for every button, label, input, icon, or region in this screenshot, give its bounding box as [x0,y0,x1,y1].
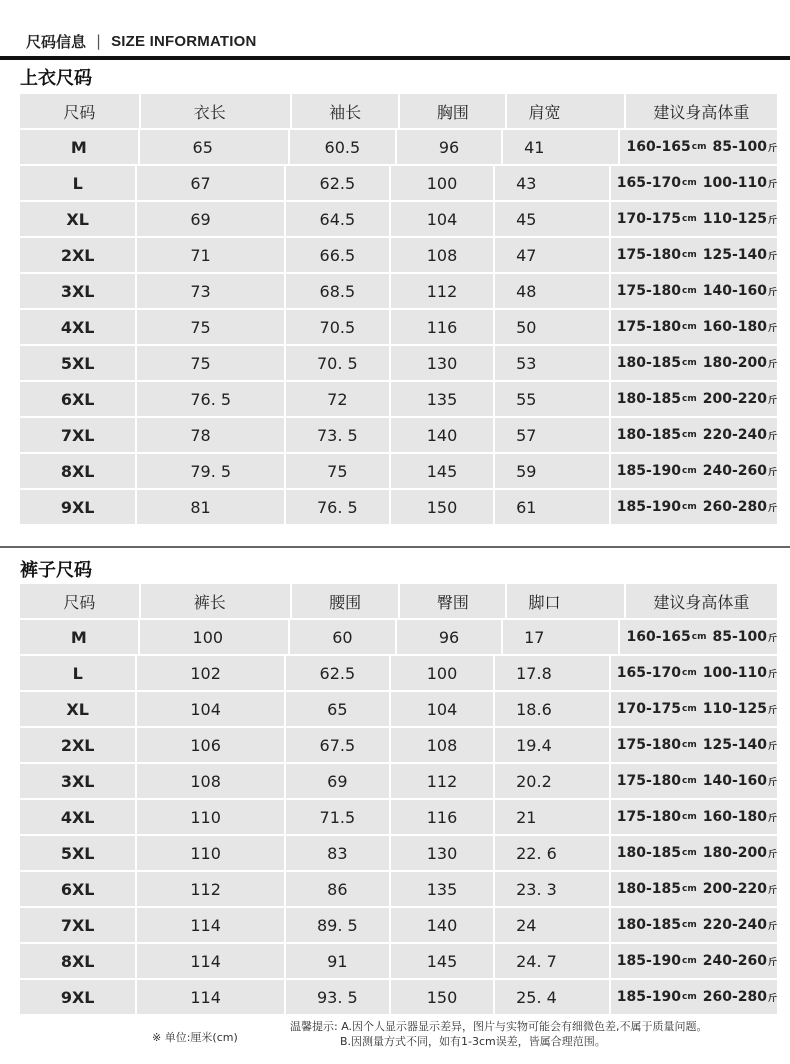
cell-size: 6XL [20,382,135,416]
unit-cm: cm [682,250,697,260]
cell-length: 78 [137,418,283,452]
page-header [26,30,257,52]
cell-length: 79. 5 [137,454,283,488]
weight-range: 260-280 [702,989,767,1005]
cell-waist: 65 [286,692,389,726]
cell-waist: 93. 5 [286,980,389,1014]
cell-hip: 104 [391,692,493,726]
table-row [20,490,777,524]
table-row [20,872,777,906]
cell-recommendation [611,418,777,452]
cell-hip: 140 [391,908,493,942]
height-range: 175-180 [616,737,681,753]
unit-cm: cm [682,430,697,440]
cell-hem: 24 [495,908,609,942]
cell-size: XL [20,202,135,236]
cell-hip: 116 [391,800,493,834]
table-row [20,656,777,690]
cell-recommendation [611,764,777,798]
weight-range: 260-280 [702,499,767,515]
height-range: 180-185 [616,427,681,443]
table-row [20,908,777,942]
cell-hip: 100 [391,656,493,690]
cell-shoulder: 53 [495,346,609,380]
cell-hem: 21 [495,800,609,834]
cell-sleeve: 70.5 [286,310,389,344]
cell-shoulder: 41 [503,130,618,164]
cell-recommendation [611,656,777,690]
unit-jin: 斤 [768,143,778,154]
height-range: 165-170 [616,175,681,191]
cell-length: 100 [140,620,288,654]
column-header: 袖长 [292,94,398,128]
height-range: 185-190 [616,463,681,479]
cell-size: 8XL [20,944,135,978]
cell-shoulder: 45 [495,202,609,236]
cell-recommendation [620,130,777,164]
cell-length: 110 [137,836,283,870]
weight-range: 100-110 [702,175,767,191]
cell-recommendation [611,346,777,380]
cell-chest: 108 [391,238,493,272]
cell-recommendation [611,310,777,344]
cell-chest: 116 [391,310,493,344]
column-header: 肩宽 [507,94,623,128]
cell-size: L [20,656,135,690]
unit-jin: 斤 [768,633,778,644]
weight-range: 140-160 [702,773,767,789]
table-row [20,202,777,236]
cell-sleeve: 75 [286,454,389,488]
unit-cm: cm [682,358,697,368]
unit-cm: cm [682,668,697,678]
cell-length: 75 [137,310,283,344]
height-range: 160-165 [626,629,691,645]
column-header: 脚口 [507,584,623,618]
unit-jin: 斤 [767,215,777,226]
weight-range: 200-220 [702,881,767,897]
cell-length: 108 [137,764,283,798]
cell-length: 112 [137,872,283,906]
cell-shoulder: 57 [495,418,609,452]
cell-hip: 130 [391,836,493,870]
height-range: 170-175 [616,211,681,227]
cell-chest: 100 [391,166,493,200]
cell-recommendation [611,454,777,488]
column-header: 裤长 [141,584,290,618]
cell-waist: 89. 5 [286,908,389,942]
cell-size: 8XL [20,454,135,488]
unit-jin: 斤 [767,813,777,824]
table-header-row [20,584,777,618]
table-row [20,382,777,416]
cell-sleeve: 64.5 [286,202,389,236]
cell-length: 67 [137,166,283,200]
cell-size: 7XL [20,418,135,452]
weight-range: 180-200 [702,845,767,861]
unit-jin: 斤 [767,431,777,442]
cell-recommendation [611,274,777,308]
cell-chest: 140 [391,418,493,452]
cell-size: 2XL [20,728,135,762]
cell-length: 114 [137,944,283,978]
cell-size: M [20,620,138,654]
unit-cm: cm [682,502,697,512]
height-range: 170-175 [616,701,681,717]
table-row [20,166,777,200]
column-header: 臀围 [400,584,505,618]
cell-sleeve: 66.5 [286,238,389,272]
cell-sleeve: 60.5 [290,130,395,164]
cell-length: 114 [137,908,283,942]
cell-waist: 67.5 [286,728,389,762]
weight-range: 220-240 [702,427,767,443]
unit-jin: 斤 [767,251,777,262]
cell-hem: 19.4 [495,728,609,762]
unit-cm: cm [682,466,697,476]
unit-jin: 斤 [767,993,777,1004]
tip-note [290,1019,708,1049]
table-row [20,620,777,654]
cell-waist: 62.5 [286,656,389,690]
height-range: 175-180 [616,809,681,825]
header-title-cn: 尺码信息 [26,32,87,51]
cell-sleeve: 72 [286,382,389,416]
cell-recommendation [611,800,777,834]
height-range: 175-180 [616,319,681,335]
cell-shoulder: 48 [495,274,609,308]
cell-chest: 112 [391,274,493,308]
unit-cm: cm [682,704,697,714]
cell-size: 9XL [20,980,135,1014]
table-row [20,238,777,272]
cell-waist: 71.5 [286,800,389,834]
cell-hem: 17.8 [495,656,609,690]
table-row [20,980,777,1014]
cell-recommendation [611,728,777,762]
cell-hip: 135 [391,872,493,906]
height-range: 180-185 [616,917,681,933]
table-row [20,728,777,762]
column-header: 建议身高体重 [626,94,777,128]
cell-length: 73 [137,274,283,308]
table-row [20,764,777,798]
height-range: 175-180 [616,247,681,263]
weight-range: 85-100 [712,629,767,645]
unit-cm: cm [682,214,697,224]
tip-line-1: 温馨提示: A.因个人显示器显示差异，图片与实物可能会有细微色差,不属于质量问题。 [290,1020,708,1033]
column-header: 尺码 [20,584,139,618]
cell-size: 3XL [20,274,135,308]
cell-size: 6XL [20,872,135,906]
weight-range: 160-180 [702,319,767,335]
cell-size: 5XL [20,836,135,870]
cell-size: 3XL [20,764,135,798]
table-row [20,310,777,344]
unit-cm: cm [682,394,697,404]
cell-hem: 20.2 [495,764,609,798]
unit-cm: cm [682,776,697,786]
unit-cm: cm [691,632,707,642]
cell-recommendation [611,202,777,236]
weight-range: 240-260 [702,463,767,479]
cell-length: 65 [140,130,288,164]
cell-sleeve: 62.5 [286,166,389,200]
weight-range: 220-240 [702,917,767,933]
unit-jin: 斤 [767,705,777,716]
cell-hip: 112 [391,764,493,798]
height-range: 175-180 [616,283,681,299]
cell-size: L [20,166,135,200]
cell-waist: 91 [286,944,389,978]
cell-length: 81 [137,490,283,524]
cell-size: 7XL [20,908,135,942]
header-separator: | [96,32,102,50]
unit-cm: cm [682,992,697,1002]
table-row [20,274,777,308]
cell-waist: 83 [286,836,389,870]
weight-range: 100-110 [702,665,767,681]
cell-length: 71 [137,238,283,272]
cell-length: 75 [137,346,283,380]
cell-chest: 150 [391,490,493,524]
height-range: 185-190 [616,499,681,515]
table-row [20,418,777,452]
unit-cm: cm [682,740,697,750]
cell-recommendation [611,872,777,906]
unit-jin: 斤 [767,777,777,788]
weight-range: 160-180 [702,809,767,825]
cell-recommendation [611,490,777,524]
cell-hip: 96 [397,620,501,654]
cell-chest: 135 [391,382,493,416]
cell-shoulder: 55 [495,382,609,416]
unit-jin: 斤 [767,741,777,752]
unit-cm: cm [691,142,707,152]
height-range: 185-190 [616,989,681,1005]
cell-recommendation [611,944,777,978]
unit-note: ※ 单位:厘米(cm) [152,1031,238,1044]
weight-range: 200-220 [702,391,767,407]
unit-jin: 斤 [767,323,777,334]
column-header: 腰围 [292,584,398,618]
bottom-section-title: 裤子尺码 [20,560,92,581]
section-divider [0,546,790,548]
cell-recommendation [611,836,777,870]
table-header-row [20,94,777,128]
cell-size: 5XL [20,346,135,380]
unit-jin: 斤 [767,503,777,514]
cell-size: 9XL [20,490,135,524]
cell-hem: 24. 7 [495,944,609,978]
table-row [20,944,777,978]
column-header: 胸围 [400,94,505,128]
cell-chest: 130 [391,346,493,380]
unit-jin: 斤 [767,179,777,190]
cell-shoulder: 47 [495,238,609,272]
cell-waist: 69 [286,764,389,798]
unit-jin: 斤 [767,287,777,298]
column-header: 尺码 [20,94,139,128]
table-row [20,454,777,488]
unit-cm: cm [682,286,697,296]
cell-sleeve: 68.5 [286,274,389,308]
unit-jin: 斤 [767,921,777,932]
unit-cm: cm [682,920,697,930]
cell-size: 4XL [20,800,135,834]
cell-sleeve: 70. 5 [286,346,389,380]
cell-shoulder: 59 [495,454,609,488]
cell-waist: 86 [286,872,389,906]
column-header: 建议身高体重 [626,584,777,618]
weight-range: 110-125 [702,211,767,227]
weight-range: 110-125 [702,701,767,717]
cell-chest: 96 [397,130,501,164]
cell-sleeve: 73. 5 [286,418,389,452]
cell-hip: 145 [391,944,493,978]
unit-jin: 斤 [767,885,777,896]
cell-shoulder: 50 [495,310,609,344]
unit-cm: cm [682,322,697,332]
weight-range: 240-260 [702,953,767,969]
cell-shoulder: 43 [495,166,609,200]
unit-cm: cm [682,884,697,894]
unit-jin: 斤 [767,359,777,370]
height-range: 165-170 [616,665,681,681]
cell-chest: 104 [391,202,493,236]
cell-length: 69 [137,202,283,236]
top-size-table [20,94,777,524]
table-row [20,130,777,164]
unit-jin: 斤 [767,669,777,680]
cell-length: 104 [137,692,283,726]
height-range: 180-185 [616,355,681,371]
table-row [20,692,777,726]
top-section-title: 上衣尺码 [20,68,92,89]
cell-waist: 60 [290,620,395,654]
height-range: 180-185 [616,845,681,861]
cell-hip: 108 [391,728,493,762]
cell-size: 2XL [20,238,135,272]
cell-chest: 145 [391,454,493,488]
table-row [20,346,777,380]
unit-cm: cm [682,956,697,966]
cell-hem: 25. 4 [495,980,609,1014]
column-header: 衣长 [141,94,290,128]
cell-sleeve: 76. 5 [286,490,389,524]
unit-cm: cm [682,812,697,822]
cell-shoulder: 61 [495,490,609,524]
cell-length: 114 [137,980,283,1014]
cell-hip: 150 [391,980,493,1014]
cell-length: 102 [137,656,283,690]
cell-size: XL [20,692,135,726]
weight-range: 125-140 [702,247,767,263]
weight-range: 125-140 [702,737,767,753]
header-rule [0,56,790,60]
unit-cm: cm [682,848,697,858]
cell-size: 4XL [20,310,135,344]
unit-jin: 斤 [767,957,777,968]
cell-hem: 22. 6 [495,836,609,870]
cell-recommendation [611,238,777,272]
cell-length: 76. 5 [137,382,283,416]
cell-recommendation [611,692,777,726]
height-range: 160-165 [626,139,691,155]
bottom-size-table [20,584,777,1014]
height-range: 180-185 [616,881,681,897]
cell-hem: 17 [503,620,618,654]
unit-jin: 斤 [767,395,777,406]
cell-recommendation [620,620,777,654]
cell-size: M [20,130,138,164]
cell-hem: 18.6 [495,692,609,726]
header-title-en: SIZE INFORMATION [111,32,257,50]
table-row [20,836,777,870]
height-range: 185-190 [616,953,681,969]
tip-line-2: B.因测量方式不同，如有1-3cm误差，皆属合理范围。 [340,1035,606,1048]
cell-length: 106 [137,728,283,762]
cell-recommendation [611,908,777,942]
weight-range: 85-100 [712,139,767,155]
cell-length: 110 [137,800,283,834]
cell-recommendation [611,382,777,416]
unit-jin: 斤 [767,467,777,478]
height-range: 180-185 [616,391,681,407]
cell-recommendation [611,166,777,200]
weight-range: 140-160 [702,283,767,299]
unit-cm: cm [682,178,697,188]
table-row [20,800,777,834]
weight-range: 180-200 [702,355,767,371]
cell-hem: 23. 3 [495,872,609,906]
unit-jin: 斤 [767,849,777,860]
height-range: 175-180 [616,773,681,789]
cell-recommendation [611,980,777,1014]
